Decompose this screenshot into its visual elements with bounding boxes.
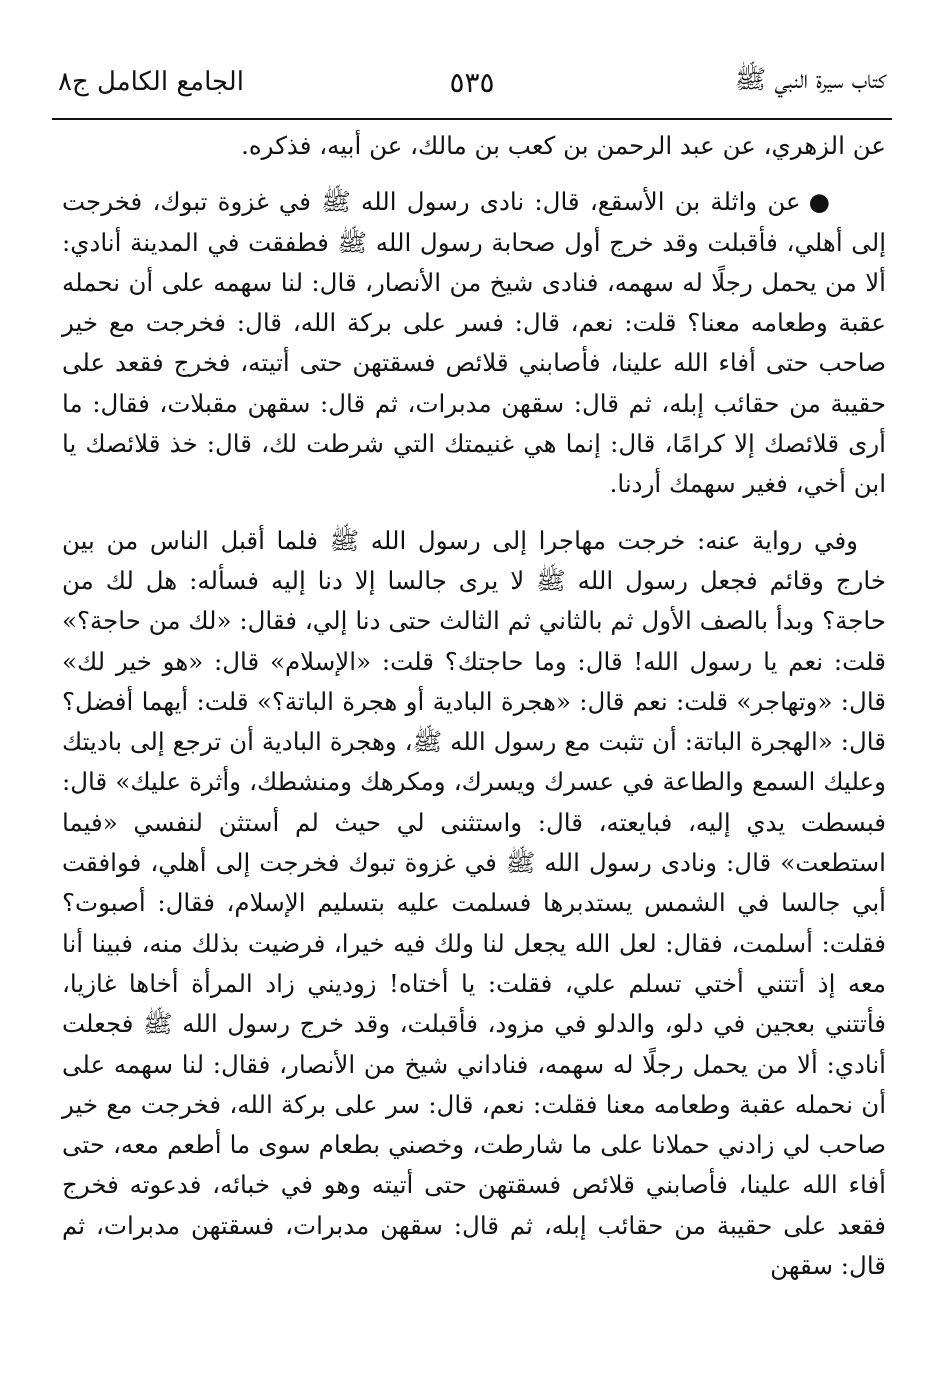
paragraph-2 — [62, 182, 886, 504]
page-number: ٥٣٥ — [449, 65, 495, 99]
header-book-title: كتاب سيرة النبي ﷺ — [734, 65, 886, 95]
header-volume-title: الجامع الكامل ج٨ — [58, 67, 244, 97]
paragraph-text: عن الزهري، عن عبد الرحمن بن كعب بن مالك، عن أبيه، فذكره. — [241, 131, 886, 160]
paragraph-text: عن واثلة بن الأسقع، قال: نادى رسول الله ﷺ في غزوة تبوك، فخرجت إلى أهلي، فأقبلت وقد خرج أول صحابة رسول الله ﷺ فطفقت في المدينة أنادي: ألا من يحمل رجلًا له سهمه، فنادى شيخ من الأنصار، قال: لنا سهمه على أن نحمله عقبة وطعامه معنا؟ قلت: نعم، قال: فسر على بركة الله، قال: فخرجت مع خير صاحب حتى أفاء الله علينا، فأصابني قلائص فسقتهن حتى أتيته، فخرج فقعد على حقيبة من حقائب إبله، ثم قال: سقهن مدبرات، ثم قال: سقهن مقبلات، فقال: ما أرى قلائصك إلا كرامًا، قال: إنما هي غنيمتك التي شرطت لك، قال: خذ قلائصك يا ابن أخي، فغير سهمك أردنا. — [62, 187, 886, 499]
paragraph-text: وفي رواية عنه: خرجت مهاجرا إلى رسول الله ﷺ فلما أقبل الناس من بين خارج وقائم فجعل رسول الله ﷺ لا يرى جالسا إلا دنا إليه فسأله: هل لك من حاجة؟ وبدأ بالصف الأول ثم بالثاني ثم الثالث حتى دنا إلي، فقال: «لك من حاجة؟» قلت: نعم يا رسول الله! قال: وما حاجتك؟ قلت: «الإسلام» قال: «هو خير لك» قال: «وتهاجر» قلت: نعم قال: «هجرة البادية أو هجرة الباتة؟» قلت: أيهما أفضل؟ قال: «الهجرة الباتة: أن تثبت مع رسول الله ﷺ، وهجرة البادية أن ترجع إلى باديتك وعليك السمع والطاعة في عسرك ويسرك، ومكرهك ومنشطك، وأثرة عليك» قال: فبسطت يدي إليه، فبايعته، قال: واستثنى لي حيث لم أستثن لنفسي «فيما استطعت» قال: ونادى رسول الله ﷺ في غزوة تبوك فخرجت إلى أهلي، فوافقت أبي جالسا في الشمس يستدبرها فسلمت عليه بتسليم الإسلام، فقال: أصبوت؟ فقلت: أسلمت، فقال: لعل الله يجعل لنا ولك فيه خيرا، فرضيت بذلك منه، فبينا أنا معه إذ أتتني أختي تسلم علي، فقلت: يا أختاه! زوديني زاد المرأة أخاها غازيا، فأتتني بعجين في دلو، والدلو في مزود، فأقبلت، وقد خرج رسول الله ﷺ فجعلت أنادي: ألا من يحمل رجلًا له سهمه، فناداني شيخ من الأنصار، فقال: لنا سهمه على أن نحمله عقبة وطعامه معنا فقلت: نعم، قال: سر على بركة الله، فخرجت مع خير صاحب لي زادني حملانا على ما شارطت، وخصني بطعام سوى ما أطعم معه، حتى أفاء الله علينا، فأصابني قلائص فسقتهن حتى أتيته وهو في خبائه، فدعوته فخرج فقعد على حقيبة من حقائب إبله، ثم قال: سقهن مدبرات، فسقتهن مدبرات، ثم قال: سقهن — [62, 525, 886, 1281]
bullet-icon: ● — [808, 187, 830, 217]
paragraph-3 — [62, 521, 886, 1287]
paragraph-1 — [62, 126, 886, 166]
page-body — [62, 126, 886, 1286]
header-divider — [52, 118, 892, 120]
running-header — [58, 52, 886, 112]
